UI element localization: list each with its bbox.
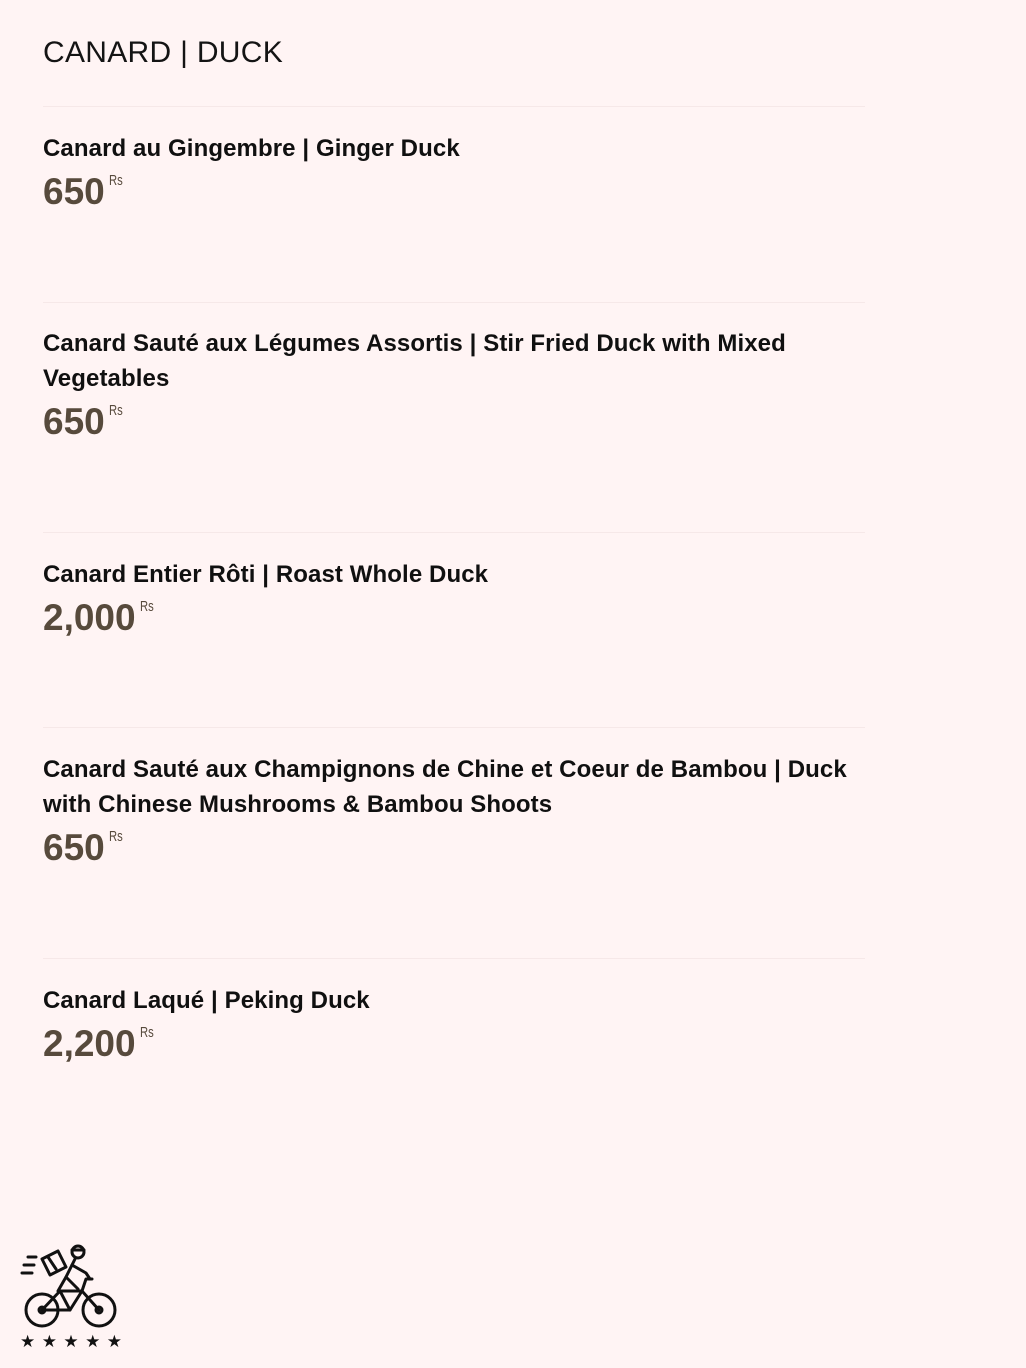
menu-item-name: Canard au Gingembre | Ginger Duck <box>43 135 460 162</box>
price-currency: Rs <box>108 828 123 845</box>
menu-item[interactable] <box>43 983 865 1066</box>
price-value: 2,000 <box>43 597 136 638</box>
menu-item-name: Canard Sauté aux Légumes Assortis | Stir Fried Duck with Mixed Vegetables <box>43 330 786 392</box>
price-currency: Rs <box>139 1024 154 1041</box>
menu-item[interactable] <box>43 557 865 640</box>
price-value: 650 <box>43 171 105 212</box>
menu-item-name: Canard Entier Rôti | Roast Whole Duck <box>43 561 489 588</box>
section-title: CANARD | DUCK <box>43 36 284 69</box>
divider <box>43 727 865 728</box>
menu-item-price <box>43 400 865 444</box>
price-currency: Rs <box>108 172 123 189</box>
price-value: 650 <box>43 827 105 868</box>
star-icon: ★ <box>85 1332 101 1352</box>
menu-item[interactable] <box>43 131 865 214</box>
menu-item-price <box>43 826 865 870</box>
delivery-badge[interactable] <box>20 1243 122 1351</box>
star-icon: ★ <box>20 1332 36 1352</box>
menu-item[interactable] <box>43 752 865 870</box>
price-value: 2,200 <box>43 1023 136 1064</box>
menu-item-name: Canard Laqué | Peking Duck <box>43 987 370 1014</box>
menu-item-price <box>43 170 865 214</box>
divider <box>43 106 865 107</box>
menu-item-price <box>43 596 865 640</box>
star-icon: ★ <box>63 1332 79 1352</box>
menu-item[interactable] <box>43 326 865 444</box>
divider <box>43 958 865 959</box>
star-icon: ★ <box>106 1332 122 1352</box>
price-value: 650 <box>43 401 105 442</box>
rating-stars <box>20 1334 122 1351</box>
price-currency: Rs <box>139 598 154 615</box>
price-currency: Rs <box>108 402 123 419</box>
divider <box>43 532 865 533</box>
star-icon: ★ <box>41 1332 57 1352</box>
delivery-bike-icon <box>20 1243 122 1329</box>
menu-item-price <box>43 1022 865 1066</box>
divider <box>43 302 865 303</box>
menu-item-name: Canard Sauté aux Champignons de Chine et Coeur de Bambou | Duck with Chinese Mushrooms & Bambou Shoots <box>43 756 847 818</box>
